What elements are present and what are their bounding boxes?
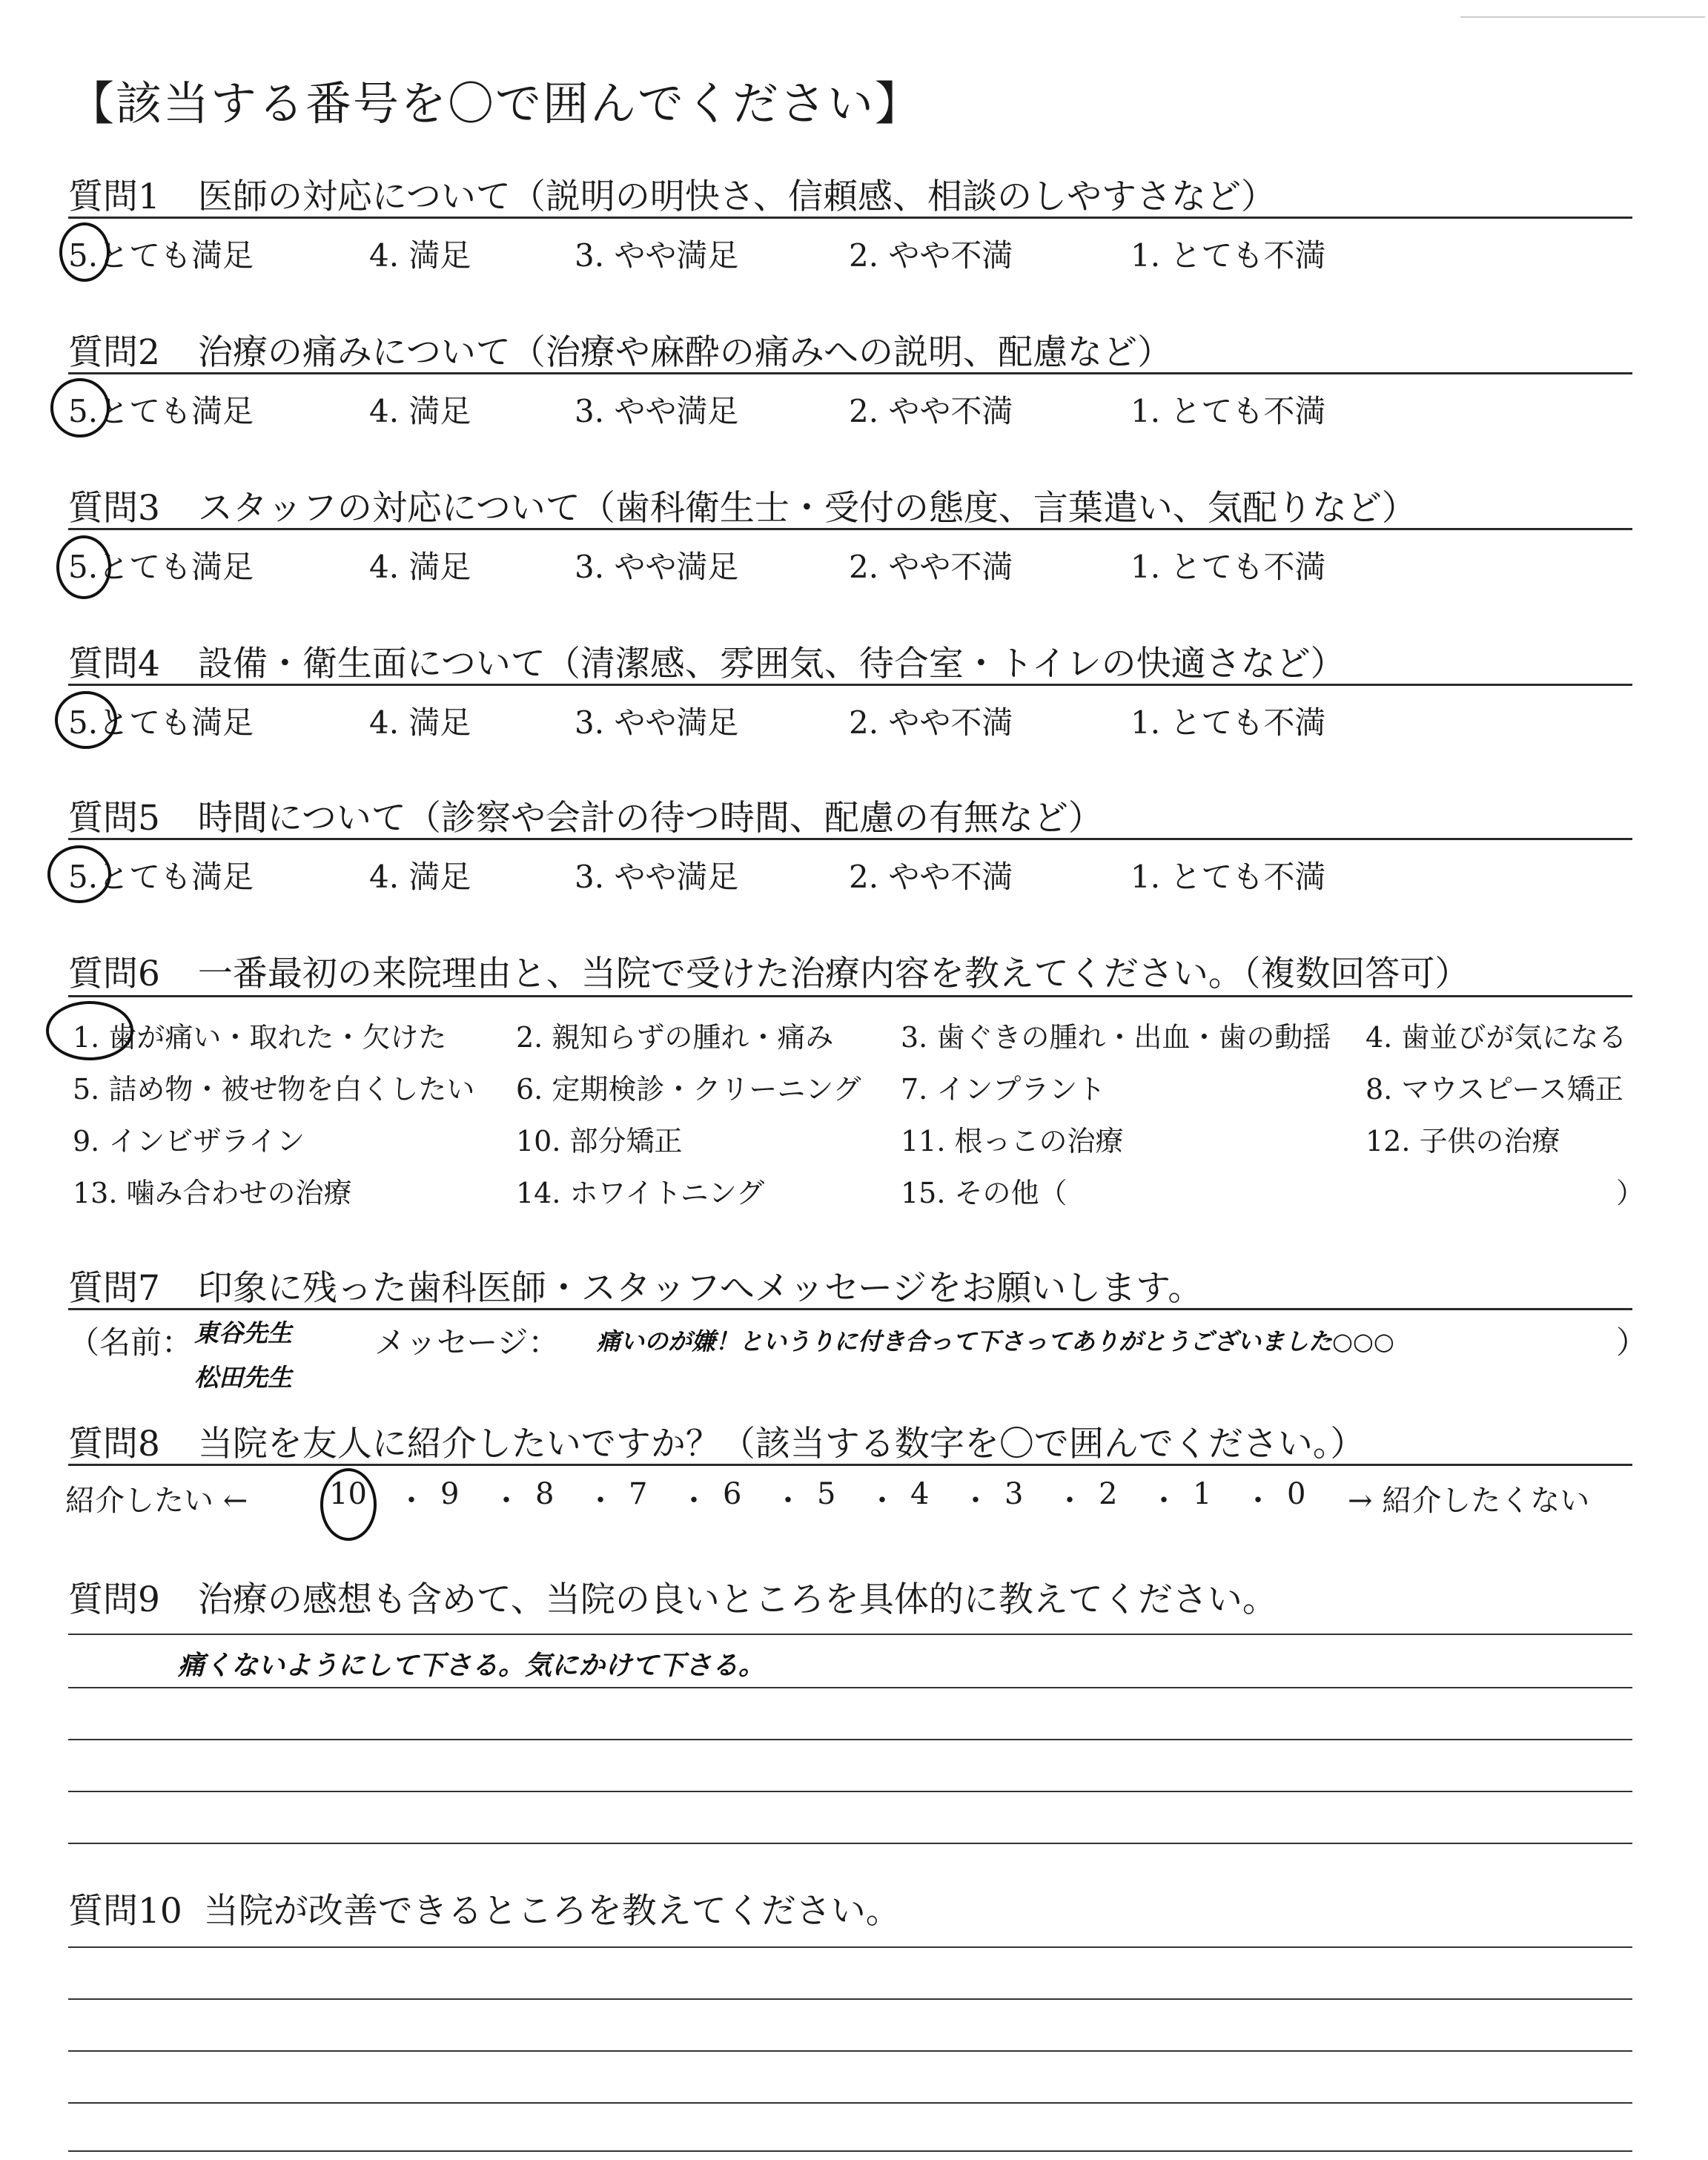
reason-option[interactable]: 8. マウスピース矯正 bbox=[1366, 1073, 1623, 1106]
writing-line bbox=[68, 1946, 1632, 1948]
reason-option[interactable]: 13. 噛み合わせの治療 bbox=[73, 1177, 352, 1209]
reason-option[interactable]: 14. ホワイトニング bbox=[516, 1177, 765, 1209]
q1-option-4[interactable]: 4. 満足 bbox=[369, 237, 471, 274]
question-label: 質問6 bbox=[68, 954, 160, 994]
recommend-value-0[interactable]: 0 bbox=[1287, 1477, 1306, 1511]
recommend-value-5[interactable]: 5 bbox=[817, 1477, 836, 1511]
question-text: スタッフの対応について（歯科衛生士・受付の態度、言葉遣い、気配りなど） bbox=[197, 488, 1417, 529]
q1-option-3[interactable]: 3. やや満足 bbox=[575, 237, 739, 274]
q5-option-1[interactable]: 1. とても不満 bbox=[1131, 859, 1326, 895]
writing-line bbox=[68, 1998, 1632, 2000]
recommend-value-3[interactable]: 3 bbox=[1004, 1477, 1024, 1511]
q3-option-1[interactable]: 1. とても不満 bbox=[1131, 549, 1326, 585]
question-text: 設備・衛生面について（清潔感、雰囲気、待合室・トイレの快適さなど） bbox=[197, 644, 1345, 684]
answer-circle bbox=[47, 845, 111, 903]
answer-circle bbox=[56, 535, 111, 599]
writing-line bbox=[68, 1634, 1632, 1635]
question-rule bbox=[68, 838, 1632, 840]
scale-separator: ・ bbox=[679, 1484, 709, 1518]
question-1 bbox=[68, 169, 1276, 219]
reason-option[interactable]: 11. 根っこの治療 bbox=[901, 1125, 1124, 1157]
reason-option[interactable]: 1. 歯が痛い・取れた・欠けた bbox=[73, 1021, 447, 1054]
question-label: 質問10 bbox=[68, 1891, 182, 1932]
handwritten-name: 東谷先生 bbox=[194, 1318, 292, 1347]
q1-option-1[interactable]: 1. とても不満 bbox=[1131, 237, 1326, 274]
question-9 bbox=[68, 1572, 1277, 1622]
question-rule bbox=[68, 995, 1632, 997]
question-rule bbox=[68, 1464, 1632, 1466]
scale-separator: ・ bbox=[1243, 1484, 1273, 1518]
reason-option[interactable]: 2. 親知らずの腫れ・痛み bbox=[516, 1021, 834, 1054]
recommend-value-7[interactable]: 7 bbox=[629, 1477, 648, 1511]
question-6 bbox=[68, 946, 1469, 996]
recommend-left-label: 紹介したい ← bbox=[65, 1484, 248, 1518]
writing-line bbox=[68, 1687, 1632, 1688]
question-text: 一番最初の来院理由と、当院で受けた治療内容を教えてください。（複数回答可） bbox=[197, 954, 1470, 994]
writing-line bbox=[68, 2150, 1632, 2152]
scan-edge-mark bbox=[1460, 16, 1705, 18]
answer-circle bbox=[320, 1468, 377, 1541]
scale-separator: ・ bbox=[773, 1484, 803, 1518]
writing-line bbox=[68, 1791, 1632, 1792]
handwritten-message: 痛いのが嫌！というりに付き合って下さってありがとうございました○○○ bbox=[597, 1327, 1394, 1355]
q2-option-4[interactable]: 4. 満足 bbox=[369, 393, 471, 429]
question-label: 質問1 bbox=[68, 176, 160, 217]
reason-other-close: ） bbox=[1616, 1177, 1645, 1209]
scale-separator: ・ bbox=[397, 1484, 426, 1518]
reason-option[interactable]: 7. インプラント bbox=[901, 1073, 1106, 1106]
q3-option-4[interactable]: 4. 満足 bbox=[369, 549, 471, 585]
writing-line bbox=[68, 1739, 1632, 1740]
scale-separator: ・ bbox=[1149, 1484, 1179, 1518]
scale-separator: ・ bbox=[1055, 1484, 1085, 1518]
q1-option-2[interactable]: 2. やや不満 bbox=[849, 237, 1013, 274]
question-3 bbox=[68, 480, 1417, 530]
answer-circle bbox=[50, 378, 110, 437]
reason-option[interactable]: 15. その他（ bbox=[901, 1177, 1068, 1209]
recommend-value-2[interactable]: 2 bbox=[1099, 1477, 1118, 1511]
q4-option-4[interactable]: 4. 満足 bbox=[369, 704, 471, 741]
scale-separator: ・ bbox=[491, 1484, 521, 1518]
question-label: 質問3 bbox=[68, 488, 160, 529]
q3-option-2[interactable]: 2. やや不満 bbox=[849, 549, 1013, 585]
recommend-value-9[interactable]: 9 bbox=[440, 1477, 460, 1511]
question-label: 質問2 bbox=[68, 332, 160, 373]
question-8 bbox=[68, 1416, 1365, 1466]
reason-option[interactable]: 9. インビザライン bbox=[73, 1125, 305, 1157]
question-label: 質問9 bbox=[68, 1579, 160, 1620]
q5-option-3[interactable]: 3. やや満足 bbox=[575, 859, 739, 895]
recommend-value-1[interactable]: 1 bbox=[1193, 1477, 1212, 1511]
question-rule bbox=[68, 528, 1632, 530]
handwritten-name: 松田先生 bbox=[194, 1363, 292, 1392]
q5-option-2[interactable]: 2. やや不満 bbox=[849, 859, 1013, 895]
question-7 bbox=[68, 1261, 1202, 1310]
page-title: 【該当する番号を〇で囲んでください】 bbox=[68, 76, 923, 131]
scale-separator: ・ bbox=[961, 1484, 990, 1518]
recommend-value-10[interactable]: 10 bbox=[329, 1477, 367, 1511]
reason-option[interactable]: 4. 歯並びが気になる bbox=[1366, 1021, 1627, 1054]
q2-option-1[interactable]: 1. とても不満 bbox=[1131, 393, 1326, 429]
question-rule bbox=[68, 684, 1632, 686]
message-close: ） bbox=[1616, 1324, 1648, 1361]
q5-option-5[interactable]: 5.とても満足 bbox=[68, 859, 254, 895]
q3-option-3[interactable]: 3. やや満足 bbox=[575, 549, 739, 585]
answer-circle bbox=[55, 691, 117, 749]
recommend-value-4[interactable]: 4 bbox=[910, 1477, 930, 1511]
q4-option-3[interactable]: 3. やや満足 bbox=[575, 704, 739, 741]
question-4 bbox=[68, 636, 1345, 686]
writing-line bbox=[68, 2102, 1632, 2104]
q2-option-2[interactable]: 2. やや不満 bbox=[849, 393, 1013, 429]
handwritten-answer: 痛くないようにして下さる。気にかけて下さる。 bbox=[178, 1651, 766, 1681]
scale-separator: ・ bbox=[867, 1484, 897, 1518]
question-text: 治療の痛みについて（治療や麻酔の痛みへの説明、配慮など） bbox=[197, 332, 1172, 373]
writing-line bbox=[68, 2050, 1632, 2052]
recommend-right-label: → 紹介したくない bbox=[1348, 1484, 1590, 1518]
question-text: 印象に残った歯科医師・スタッフへメッセージをお願いします。 bbox=[197, 1268, 1203, 1309]
name-label: （名前： bbox=[68, 1324, 193, 1361]
recommend-value-8[interactable]: 8 bbox=[535, 1477, 555, 1511]
q5-option-4[interactable]: 4. 満足 bbox=[369, 859, 471, 895]
reason-option[interactable]: 12. 子供の治療 bbox=[1366, 1125, 1560, 1157]
q4-option-1[interactable]: 1. とても不満 bbox=[1131, 704, 1326, 741]
question-text: 当院が改善できるところを教えてください。 bbox=[203, 1891, 901, 1932]
scale-separator: ・ bbox=[586, 1484, 615, 1518]
question-text: 当院を友人に紹介したいですか？（該当する数字を〇で囲んでください。） bbox=[197, 1424, 1366, 1464]
question-label: 質問4 bbox=[68, 644, 160, 684]
writing-line bbox=[68, 1843, 1632, 1844]
question-rule bbox=[68, 217, 1632, 219]
question-text: 時間について（診察や会計の待つ時間、配慮の有無など） bbox=[197, 798, 1103, 839]
q4-option-2[interactable]: 2. やや不満 bbox=[849, 704, 1013, 741]
reason-option[interactable]: 6. 定期検診・クリーニング bbox=[516, 1073, 861, 1106]
question-text: 医師の対応について（説明の明快さ、信頼感、相談のしやすさなど） bbox=[197, 176, 1277, 217]
question-label: 質問5 bbox=[68, 798, 160, 839]
message-label: メッセージ： bbox=[374, 1324, 560, 1361]
answer-circle bbox=[46, 1001, 133, 1060]
question-rule bbox=[68, 1308, 1632, 1310]
question-text: 治療の感想も含めて、当院の良いところを具体的に教えてください。 bbox=[197, 1579, 1277, 1620]
q4-option-5[interactable]: 5.とても満足 bbox=[68, 704, 254, 741]
question-label: 質問8 bbox=[68, 1424, 160, 1464]
q1-option-5[interactable]: 5.とても満足 bbox=[68, 237, 254, 274]
q2-option-5[interactable]: 5.とても満足 bbox=[68, 393, 254, 429]
question-5 bbox=[68, 790, 1103, 840]
recommend-value-6[interactable]: 6 bbox=[723, 1477, 742, 1511]
reason-option[interactable]: 10. 部分矯正 bbox=[516, 1125, 683, 1157]
reason-option[interactable]: 3. 歯ぐきの腫れ・出血・歯の動揺 bbox=[901, 1021, 1331, 1054]
question-label: 質問7 bbox=[68, 1268, 160, 1309]
question-rule bbox=[68, 372, 1632, 374]
q2-option-3[interactable]: 3. やや満足 bbox=[575, 393, 739, 429]
question-2 bbox=[68, 325, 1172, 374]
reason-option[interactable]: 5. 詰め物・被せ物を白くしたい bbox=[73, 1073, 475, 1106]
q3-option-5[interactable]: 5.とても満足 bbox=[68, 549, 254, 585]
answer-circle bbox=[59, 222, 110, 282]
question-10 bbox=[68, 1883, 901, 1933]
